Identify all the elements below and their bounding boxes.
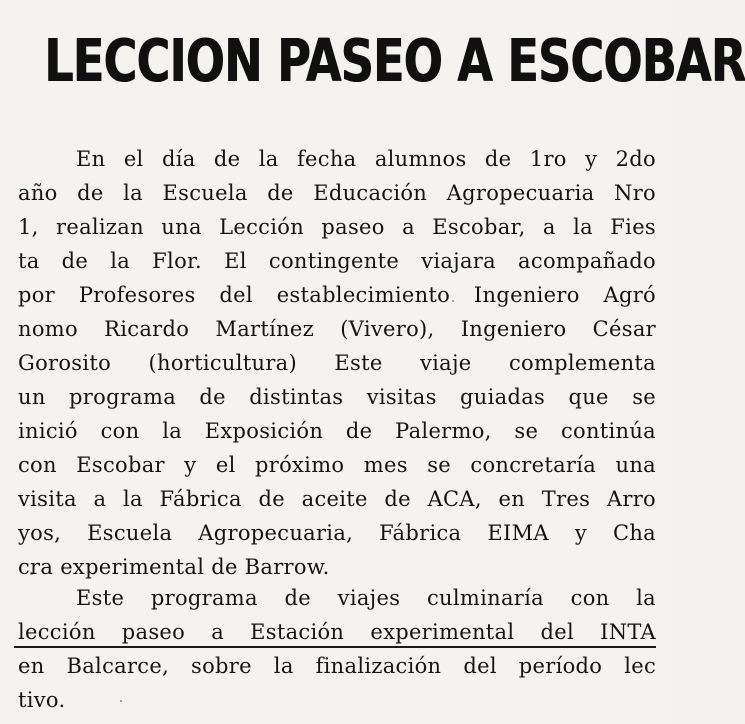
text-line: visita a la Fábrica de aceite de ACA, en Tres Arro <box>18 487 656 511</box>
text-line: por Profesores del establecimiento Ingeniero Agró <box>18 283 656 307</box>
text-line: un programa de distintas visitas guiadas que se <box>18 385 656 409</box>
text-line: inició con la Exposición de Palermo, se continúa <box>18 419 656 443</box>
text-line: cra experimental de Barrow. <box>18 555 330 579</box>
article-headline: LECCION PASEO A ESCOBAR <box>44 26 745 95</box>
text-line: 1, realizan una Lección paseo a Escobar, a la Fies <box>18 215 656 239</box>
text-line: en Balcarce, sobre la finalización del período lec <box>18 654 656 678</box>
text-line: yos, Escuela Agropecuaria, Fábrica EIMA y Cha <box>18 521 656 545</box>
text-line: En el día de la fecha alumnos de 1ro y 2do <box>76 147 656 171</box>
text-line: con Escobar y el próximo mes se concretaría una <box>18 453 656 477</box>
text-line: año de la Escuela de Educación Agropecuaria Nro <box>18 181 656 205</box>
text-line: Gorosito (horticultura) Este viaje complementa <box>18 351 656 375</box>
text-line: ta de la Flor. El contingente viajara acompañado <box>18 249 656 273</box>
article-paragraph-1 <box>18 142 656 584</box>
text-line: Este programa de viajes culminaría con la <box>76 586 656 610</box>
text-line: tivo. <box>18 688 66 712</box>
text-line: nomo Ricardo Martínez (Vivero), Ingeniero César <box>18 317 656 341</box>
column-rule <box>14 646 656 648</box>
text-line: lección paseo a Estación experimental del INTA <box>18 620 656 644</box>
article-paragraph-2 <box>18 581 656 717</box>
